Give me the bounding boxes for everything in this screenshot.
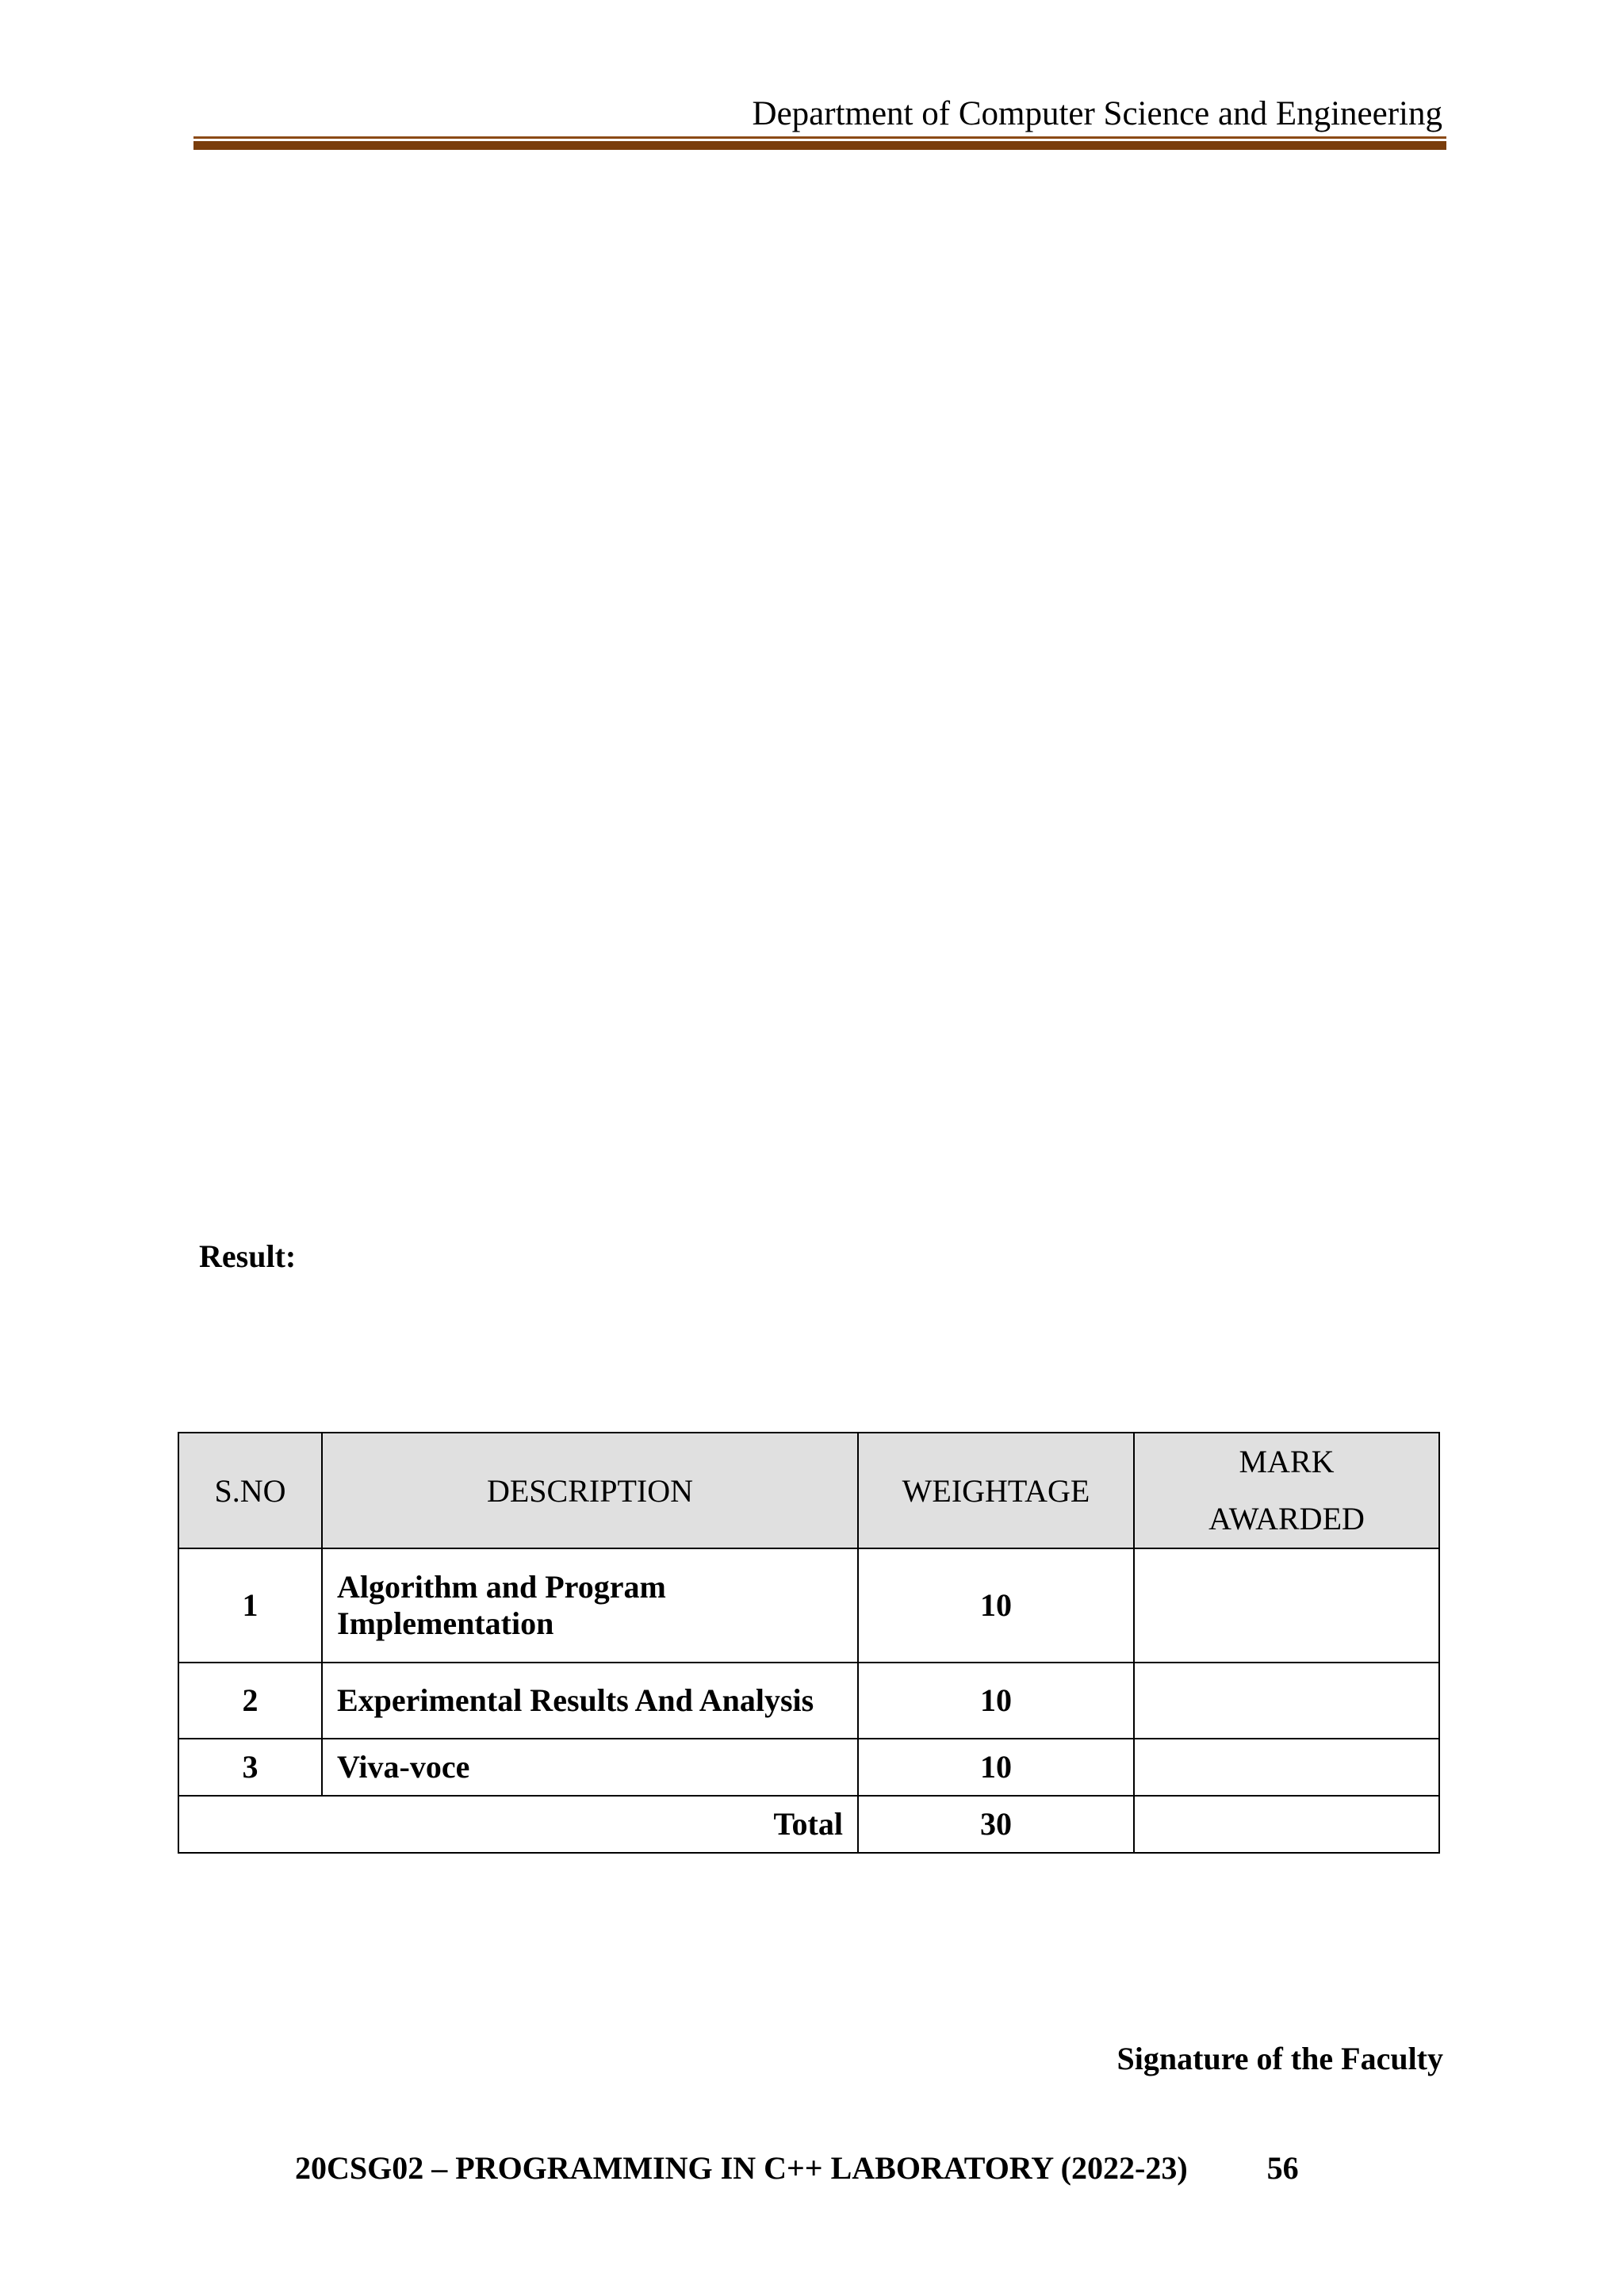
row-sno: 3 [178, 1739, 322, 1796]
row-weightage: 10 [858, 1663, 1134, 1739]
mark-header-line2: AWARDED [1208, 1501, 1365, 1536]
column-header-weightage: WEIGHTAGE [858, 1433, 1134, 1548]
row-weightage: 10 [858, 1739, 1134, 1796]
row-weightage: 10 [858, 1548, 1134, 1663]
row-description: Viva-voce [322, 1739, 858, 1796]
page-footer [295, 2149, 1299, 2188]
column-header-description: DESCRIPTION [322, 1433, 858, 1548]
marks-table-header-row [178, 1433, 1439, 1548]
table-row [178, 1548, 1439, 1663]
row-sno: 2 [178, 1663, 322, 1739]
total-row [178, 1796, 1439, 1853]
page-number: 56 [1266, 2150, 1299, 2186]
total-label: Total [178, 1796, 858, 1853]
header-rule-thick [193, 141, 1446, 150]
total-weightage: 30 [858, 1796, 1134, 1853]
header-rule-thin [193, 136, 1446, 139]
row-sno: 1 [178, 1548, 322, 1663]
column-header-mark-awarded [1134, 1433, 1439, 1548]
column-header-sno: S.NO [178, 1433, 322, 1548]
total-mark-awarded [1134, 1796, 1439, 1853]
row-mark-awarded [1134, 1663, 1439, 1739]
result-label: Result: [199, 1238, 297, 1274]
marks-table [178, 1432, 1440, 1854]
row-mark-awarded [1134, 1548, 1439, 1663]
department-header: Department of Computer Science and Engineering [752, 95, 1442, 132]
footer-course-title: 20CSG02 – PROGRAMMING IN C++ LABORATORY (2022-23) [295, 2150, 1188, 2186]
table-row [178, 1663, 1439, 1739]
row-description: Experimental Results And Analysis [322, 1663, 858, 1739]
faculty-signature-label: Signature of the Faculty [1116, 2041, 1443, 2076]
table-row [178, 1739, 1439, 1796]
row-mark-awarded [1134, 1739, 1439, 1796]
row-description: Algorithm and Program Implementation [322, 1548, 858, 1663]
mark-header-line1: MARK [1239, 1444, 1335, 1479]
